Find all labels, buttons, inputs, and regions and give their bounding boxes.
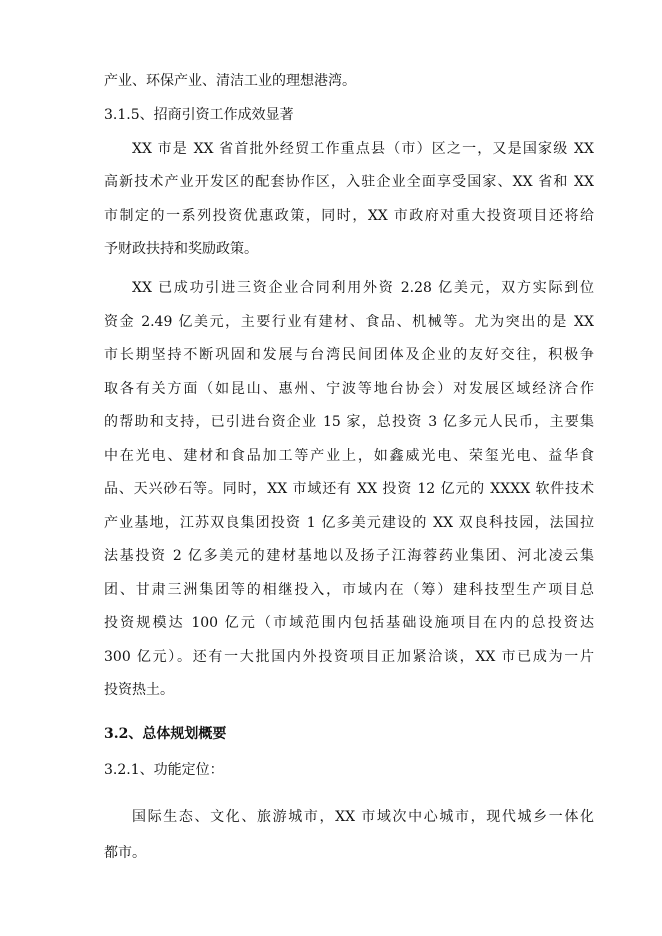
paragraph-line: XX 已成功引进三资企业合同利用外资 2.28 亿美元，双方实际到位 [132, 280, 594, 296]
paragraph-line: 法基投资 2 亿多美元的建材基地以及扬子江海蓉药业集团、河北凌云集 [104, 548, 594, 564]
paragraph-line: 投资热土。 [104, 682, 174, 698]
paragraph-line: 中在光电、建材和食品加工等产业上，如鑫威光电、荣玺光电、益华食 [104, 448, 594, 464]
paragraph-line: 市长期坚持不断巩固和发展与台湾民间团体及企业的友好交往，积极争 [104, 347, 594, 363]
paragraph-line: 高新技术产业开发区的配套协作区，入驻企业全面享受国家、XX 省和 XX [104, 174, 594, 190]
paragraph-line: 的帮助和支持，已引进台资企业 15 家，总投资 3 亿多元人民币，主要集 [104, 414, 594, 430]
paragraph-line: XX 市是 XX 省首批外经贸工作重点县（市）区之一，又是国家级 XX [132, 141, 594, 157]
paragraph-line: 取各有关方面（如昆山、惠州、宁波等地台协会）对发展区域经济合作 [104, 381, 594, 397]
paragraph-line: 品、天兴砂石等。同时，XX 市域还有 XX 投资 12 亿元的 XXXX 软件技术 [104, 481, 594, 497]
paragraph-line: 300 亿元）。还有一大批国内外投资项目正加紧洽谈，XX 市已成为一片 [104, 649, 594, 665]
section-3-2-1-heading: 3.2.1、功能定位： [104, 762, 224, 778]
paragraph-line: 团、甘肃三洲集团等的相继投入，市域内在（筹）建科技型生产项目总 [104, 582, 594, 598]
paragraph-line: 市制定的一系列投资优惠政策，同时，XX 市政府对重大投资项目还将给 [104, 208, 594, 224]
intro-tail-line: 产业、环保产业、清洁工业的理想港湾。 [104, 73, 356, 89]
section-3-1-5-heading: 3.1.5、招商引资工作成效显著 [104, 107, 294, 123]
paragraph-line: 投资规模达 100 亿元（市域范围内包括基础设施项目在内的总投资达 [104, 615, 594, 631]
paragraph-line: 资金 2.49 亿美元，主要行业有建材、食品、机械等。尤为突出的是 XX [104, 314, 594, 330]
paragraph-line: 都市。 [104, 845, 146, 861]
paragraph-line: 国际生态、文化、旅游城市，XX 市域次中心城市，现代城乡一体化 [132, 809, 594, 825]
paragraph-line: 产业基地，江苏双良集团投资 1 亿多美元建设的 XX 双良科技园，法国拉 [104, 515, 594, 531]
paragraph-line: 予财政扶持和奖励政策。 [104, 241, 258, 257]
section-3-2-heading: 3.2、总体规划概要 [104, 726, 227, 742]
